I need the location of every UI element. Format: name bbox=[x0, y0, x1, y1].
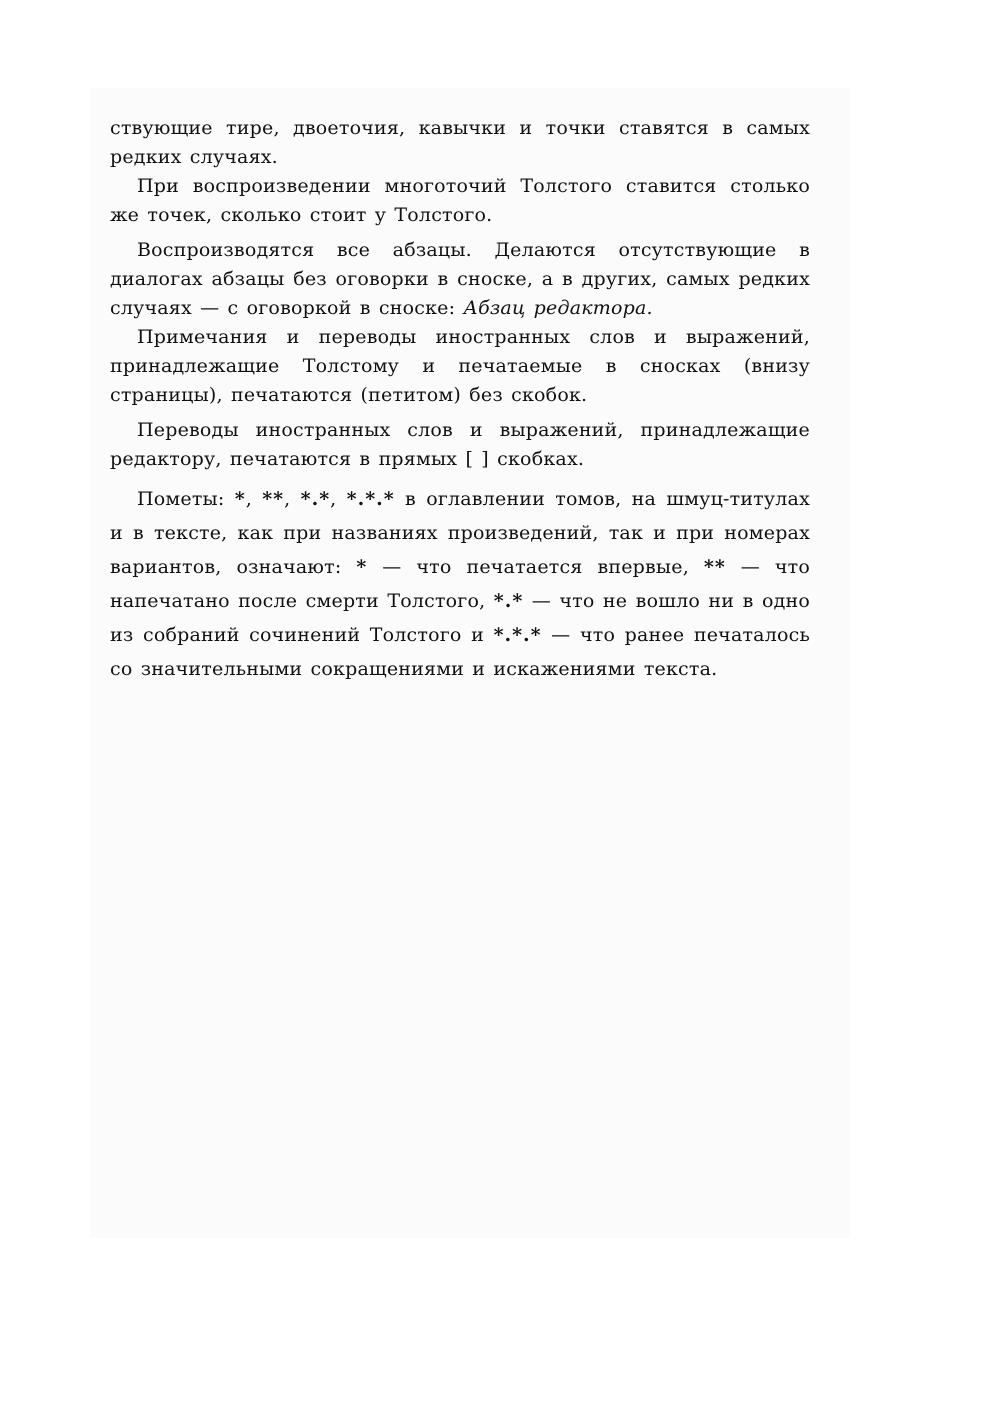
mark-symbol: *.*.* bbox=[346, 488, 395, 510]
marks-text: в оглавлении томов, на шмуц-титулах и в тексте, как при названиях произведений, так и при номерах вариантов, означают: bbox=[110, 488, 810, 578]
mark-symbol: * bbox=[234, 488, 246, 510]
paragraph-notes bbox=[110, 323, 810, 410]
mark-symbol: ** bbox=[703, 556, 726, 578]
paragraph-text: ствующие тире, двоеточия, кавычки и точки ставятся в самых редких случаях. bbox=[110, 117, 810, 168]
paragraph-text: Примечания и переводы иностранных слов и выражений, принадлежащие Толстому и печатаемые в сносках (внизу страницы), печатаются (петитом) без скобок. bbox=[110, 326, 810, 406]
mark-meaning: — что не вошло ни в одно из собраний сочинений Толстого и bbox=[110, 590, 810, 646]
mark-meaning: — что напечатано после смерти Толстого, bbox=[110, 556, 810, 612]
mark-symbol: * bbox=[356, 556, 368, 578]
mark-meaning: — что печатается впервые, bbox=[367, 556, 704, 578]
italic-note: Абзац редактора. bbox=[463, 297, 653, 319]
paragraph-text: Переводы иностранных слов и выражений, принадлежащие редактору, печатаются в прямых [ ] скобках. bbox=[110, 419, 810, 470]
paragraph-continuation bbox=[110, 114, 810, 172]
paragraph-abzatsy bbox=[110, 236, 810, 323]
mark-symbol: *.* bbox=[300, 488, 331, 510]
marks-intro: Пометы: bbox=[137, 488, 235, 510]
mark-symbol: ** bbox=[262, 488, 285, 510]
paragraph-marks: Пометы: *, **, *.*, *.*.* в оглавлении томов, на шмуц-титулах и в тексте, как при названиях произведений, так и при номерах вариантов, означают: * — что печатается впервые, ** — что напечатано после смерти Толстого, *.* — что не вошло ни в одно из собраний сочинений Толстого и *.*.* — что ранее печаталось со значительными сокращениями и искажениями текста. bbox=[110, 488, 811, 680]
mark-symbol: *.* bbox=[493, 590, 524, 612]
paragraph-ellipses bbox=[110, 172, 810, 230]
paragraph-translations bbox=[110, 416, 810, 474]
text-block bbox=[110, 114, 810, 692]
mark-meaning: — что ранее печаталось со значительными сокращениями и искажениями текста. bbox=[110, 624, 811, 680]
paragraph-text: При воспроизведении многоточий Толстого ставится столько же точек, сколько стоит у Толстого. bbox=[110, 175, 810, 226]
mark-symbol: *.*.* bbox=[493, 624, 542, 646]
paragraph-text: Воспроизводятся все абзацы. Делаются отсутствующие в диалогах абзацы без оговорки в сноске, а в других, самых редких случаях — с оговоркой в сноске: bbox=[110, 239, 810, 319]
